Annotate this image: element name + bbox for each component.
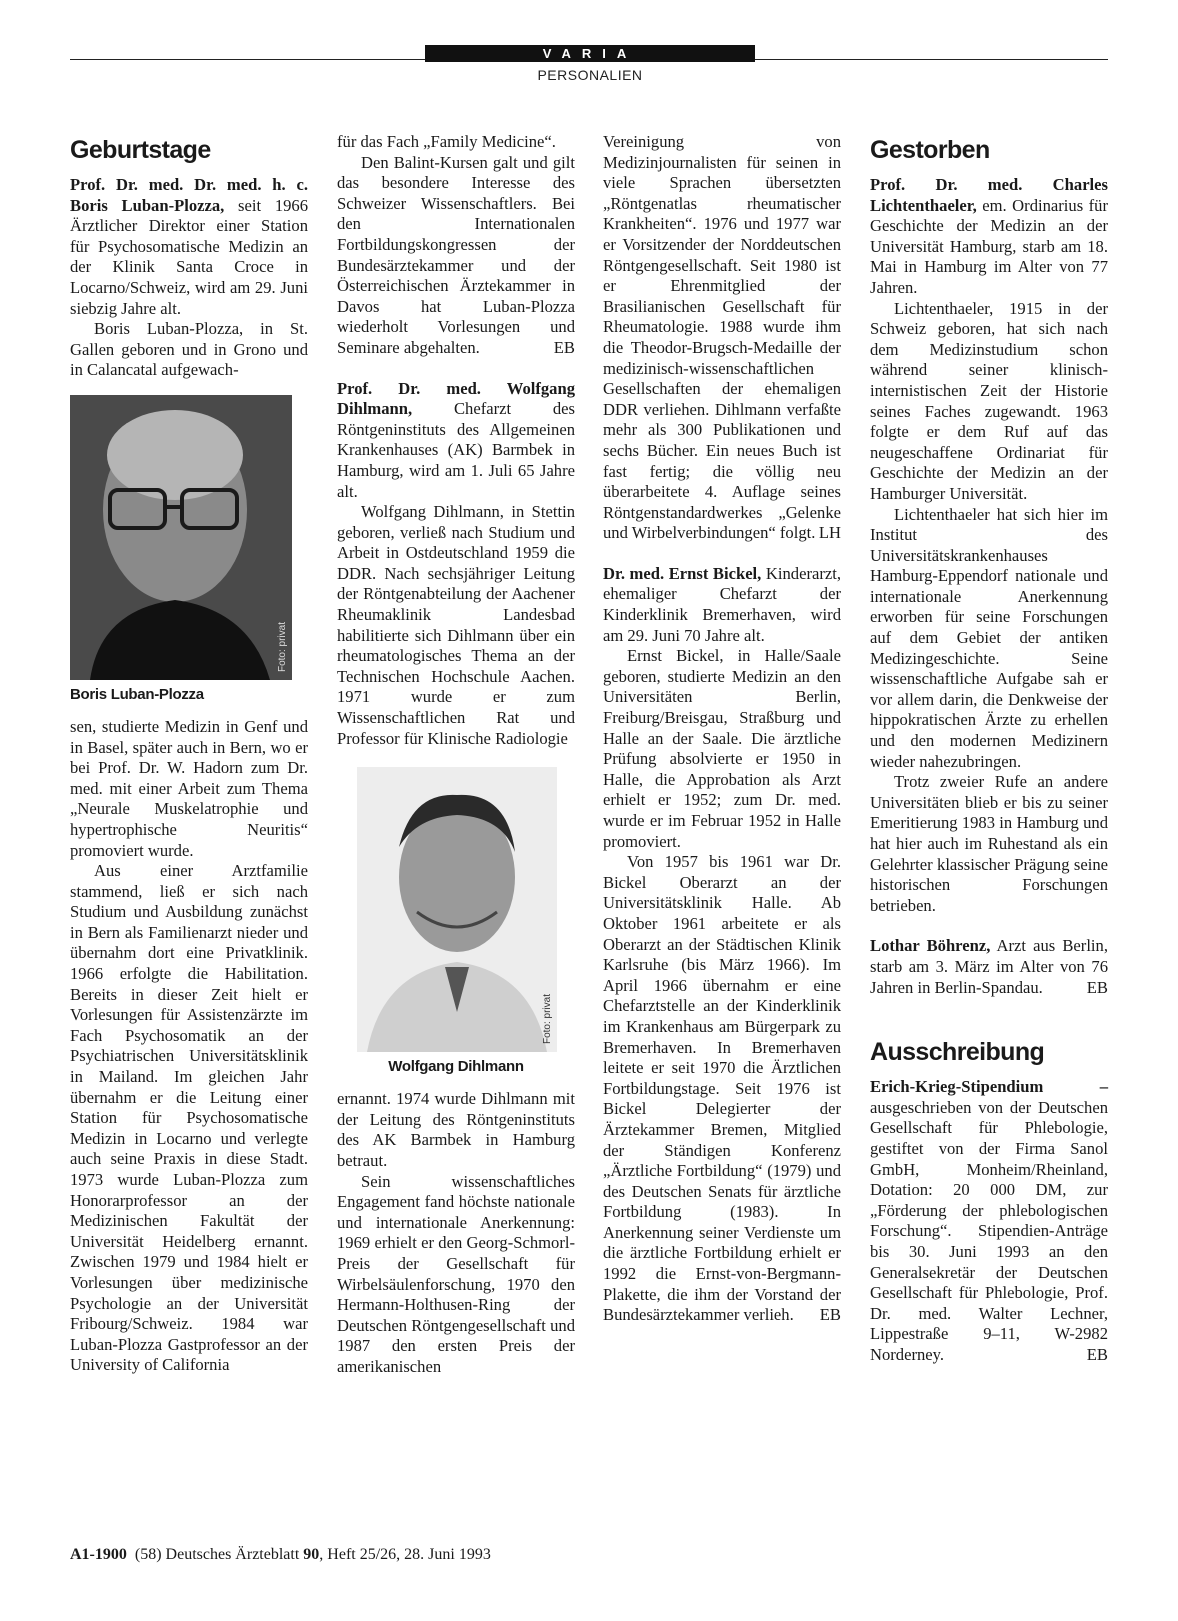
photo-caption: Boris Luban-Plozza [70, 685, 204, 703]
paragraph [337, 153, 575, 359]
column-3 [603, 132, 841, 1326]
footer-issue: , Heft 25/26, 28. Juni 1993 [319, 1546, 491, 1563]
paragraph: für das Fach „Family Medicine“. [337, 132, 556, 151]
column-2 [337, 132, 575, 1378]
person-name: Prof. Dr. med. Charles Lichtenthaeler, [870, 175, 1108, 215]
paragraph: Ernst Bickel, in Halle/Saale geboren, studierte Medizin an den Universitäten Berlin, Freiburg/Breisgau, Straßburg und Halle an der Saale. Die ärztliche Prüfung absolvierte er 1950 in Halle, die Approbation als Arzt erhielt er 1952; zum Dr. med. wurde er im Februar 1952 in Halle promoviert. [603, 646, 841, 851]
photo-credit: Foto: privat [277, 621, 288, 672]
page-footer [70, 1546, 491, 1564]
person-name: Prof. Dr. med. Dr. med. h. c. Boris Luban-Plozza, [70, 175, 308, 215]
volume-number: 90 [303, 1546, 320, 1563]
paragraph: Lichtenthaeler hat sich hier im Institut des Universitätskrankenhauses Hamburg-Eppendorf nationale und internationale Anerkennung erworben für seine Forschungen auf dem Gebiet der antiken Medizingeschichte. Seine wissenschaftliche Aufgabe sah er vor allem darin, die Denkweise der hippokratischen Ärzte zu erhellen und den modernen Medizinern wieder nahezubringen. [870, 504, 1108, 771]
person-name: Dr. med. Ernst Bickel, [603, 563, 762, 583]
portrait-photo-dihlmann [357, 767, 557, 1052]
author-signature: EB [553, 337, 575, 357]
paragraph: sen, studierte Medizin in Genf und in Basel, später auch in Bern, wo er bei Prof. Dr. W. Hadorn zum Dr. med. mit einer Arbeit zum Thema „Neurale Muskelatrophie und hypertrophische Neuritis“ promoviert wurde. [70, 716, 308, 860]
paragraph-text: seit 1966 Ärztlicher Direktor einer Station für Psychosomatische Medizin an der Klinik Santa Croce in Locarno/Schweiz, wird am 29. Juni siebzig Jahre alt. [70, 195, 309, 318]
person-name: Prof. Dr. med. Wolfgang Dihlmann, [337, 378, 575, 419]
paragraph-text: em. Ordinarius für Geschichte der Medizin an der Universität Hamburg, starb am 18. Mai in Hamburg im Alter von 77 Jahren. [870, 195, 1108, 297]
author-signature: EB [819, 1305, 841, 1325]
paragraph [870, 175, 1108, 299]
author-signature: LH [818, 523, 841, 543]
stipend-name: Erich-Krieg-Stipendium – [870, 1077, 1108, 1097]
paragraph-text: Arzt aus Berlin, starb am 3. März im Alter von 76 Jahren in Berlin-Spandau. [870, 936, 1108, 997]
paragraph: ernannt. 1974 wurde Dihlmann mit der Leitung des Röntgeninstituts des AK Barmbek in Hamburg betraut. [337, 1089, 575, 1170]
portrait-photo-luban-plozza [70, 395, 292, 680]
column-4 [870, 132, 1108, 1365]
paragraph [337, 379, 575, 503]
paragraph-text: Chefarzt des Röntgeninstituts des Allgemeinen Krankenhauses (AK) Barmbek in Hamburg, wird am 1. Juli 65 Jahre alt. [337, 399, 575, 501]
paragraph [603, 852, 841, 1326]
paragraph [870, 1077, 1108, 1365]
paragraph-text: ausgeschrieben von der Deutschen Gesellschaft für Phlebologie, gestiftet von der Firma Sanol GmbH, Monheim/Rheinland, Dotation: 20 000 DM, zur „Förderung der phlebologischen Forschung“. Stipendien-Anträge bis 30. Juni 1993 an den Generalsekretär der Deutschen Gesellschaft für Phlebologie, Prof. Dr. med. Walter Lechner, Lippestraße 9–11, W-2982 Norderney. [870, 1097, 1108, 1364]
paragraph-text: Kinderarzt, ehemaliger Chefarzt der Kinderklinik Bremerhaven, wird am 29. Juni 70 Jahre alt. [603, 563, 841, 645]
photo-caption: Wolfgang Dihlmann [388, 1058, 524, 1076]
photo-credit: Foto: privat [542, 994, 553, 1045]
person-name: Lothar Böhrenz, [870, 936, 991, 956]
section-bar: VARIA [425, 45, 755, 62]
paragraph-text: Von 1957 bis 1961 war Dr. Bickel Oberarzt an der Universitätsklinik Halle. Ab Oktober 1961 arbeitete er als Oberarzt an der Städtischen Klinik Karlsruhe (bis März 1966). Im April 1966 übernahm er eine Chefarztstelle an der Kinderklinik im Krankenhaus am Bürgerpark zu Bremerhaven. In Bremerhaven leitete er seit 1970 die Ärztlichen Fortbildungstage. Seit 1976 ist Bickel Delegierter der Ärztekammer Bremen, Mitglied der Ständigen Konferenz „Ärztliche Fortbildung“ (1979) und des Deutschen Senats für ärztliche Fortbildung (1983). In Anerkennung seiner Verdienste um die ärztliche Fortbildung erhielt er 1992 die Ernst-von-Bergmann-Plakette, die ihm der Vorstand der Bundesärztekammer verlieh. [603, 852, 841, 1325]
paragraph-text: Den Balint-Kursen galt und gilt das besondere Interesse des Schweizer Wissenschaftlers. Bei den Internationalen Fortbildungskongressen der Bundesärztekammer und der Österreichischen Ärztekammer in Davos hat Luban-Plozza wiederholt Vorlesungen und Seminare abgehalten. [337, 152, 575, 357]
paragraph: Trotz zweier Rufe an andere Universitäten blieb er bis zu seiner Emeritierung 1983 in Hamburg und hat hier auch im Ruhestand als ein Gelehrter klassischer Prägung seine historischen Forschungen betrieben. [870, 772, 1108, 915]
headline-ausschreibung: Ausschreibung [870, 1038, 1045, 1067]
paragraph: Lichtenthaeler, 1915 in der Schweiz geboren, hat sich nach dem Medizinstudium schon während seiner klinisch-internistischen Zeit der Historie seines Faches zugewandt. 1963 folgte er dem Ruf auf das neugeschaffene Ordinariat für Geschichte der Medizin an der Hamburger Universität. [870, 298, 1108, 503]
footer-text: (58) Deutsches Ärzteblatt [134, 1546, 304, 1563]
author-signature: EB [1086, 977, 1108, 997]
paragraph [603, 132, 841, 544]
headline-geburtstage: Geburtstage [70, 136, 211, 164]
paragraph: Sein wissenschaftliches Engagement fand höchste nationale und internationale Anerkennung: 1969 erhielt er den Georg-Schmorl-Preis der Gesellschaft für Wirbelsäulenforschung, 1970 den Hermann-Holthusen-Ring der Deutschen Röntgengesellschaft und 1987 den ersten Preis der amerikanischen [337, 1171, 575, 1376]
section-label: PERSONALIEN [537, 67, 643, 83]
author-signature: EB [1086, 1344, 1108, 1364]
paragraph [870, 936, 1108, 998]
portrait-image [357, 767, 557, 1052]
paragraph [603, 564, 841, 646]
paragraph: Aus einer Arztfamilie stammend, ließ er sich nach Studium und Ausbildung zunächst in Bern als Familienarzt nieder und übernahm dort eine Privatklinik. 1966 erfolgte die Habilitation. Bereits in dieser Zeit hielt er Vorlesungen für Assistenzärzte im Fach Psychosomatik an der Psychiatrischen Universitätsklinik in Mailand. Im gleichen Jahr übernahm er die Leitung einer Station für Psychosomatische Medizin in Locarno und verlegte auch seine Praxis in diese Stadt. 1973 wurde Luban-Plozza zum Honorarprofessor an der Medizinischen Fakultät der Universität Heidelberg ernannt. Zwischen 1979 und 1984 hielt er Vorlesungen über medizinische Psychologie an der Universität Fribourg/Schweiz. 1984 war Luban-Plozza Gastprofessor an der University of California [70, 861, 308, 1375]
paragraph: Wolfgang Dihlmann, in Stettin geboren, verließ nach Studium und Arbeit in Ostdeutschland 1959 die DDR. Nach sechsjähriger Leitung der Röntgenabteilung der Aachener Rheumaklinik Landesbad habilitierte sich Dihlmann über ein rheumatologisches Thema an der Technischen Hochschule Aachen. 1971 wurde er zum Wissenschaftlichen Rat und Professor für Klinische Radiologie [337, 502, 575, 748]
headline-gestorben: Gestorben [870, 136, 990, 164]
paragraph-text: Vereinigung von Medizinjournalisten für seinen in viele Sprachen übersetzten „Röntgenatlas rheumatischer Krankheiten“. 1976 und 1977 war er Vorsitzender der Norddeutschen Röntgengesellschaft. Seit 1980 ist er Ehrenmitglied der Brasilianischen Gesellschaft für Rheumatologie. 1988 wurde ihm die Theodor-Brugsch-Medaille der medizinisch-wissenschaftlichen Gesellschaften der ehemaligen DDR verliehen. Dihlmann verfaßte mehr als 300 Publikationen und sechs Bücher. Ein neues Buch ist fast fertig; die völlig neu überarbeitete 4. Auflage seines Röntgenstandardwerkes „Gelenke und Wirbelverbindungen“ folgt. [603, 132, 841, 543]
portrait-image [70, 395, 292, 680]
paragraph [70, 175, 308, 319]
paragraph: Boris Luban-Plozza, in St. Gallen geboren und in Grono und in Calancatal aufgewach- [70, 319, 308, 380]
column-1 [70, 132, 308, 1376]
page-number: A1-1900 [70, 1546, 127, 1563]
